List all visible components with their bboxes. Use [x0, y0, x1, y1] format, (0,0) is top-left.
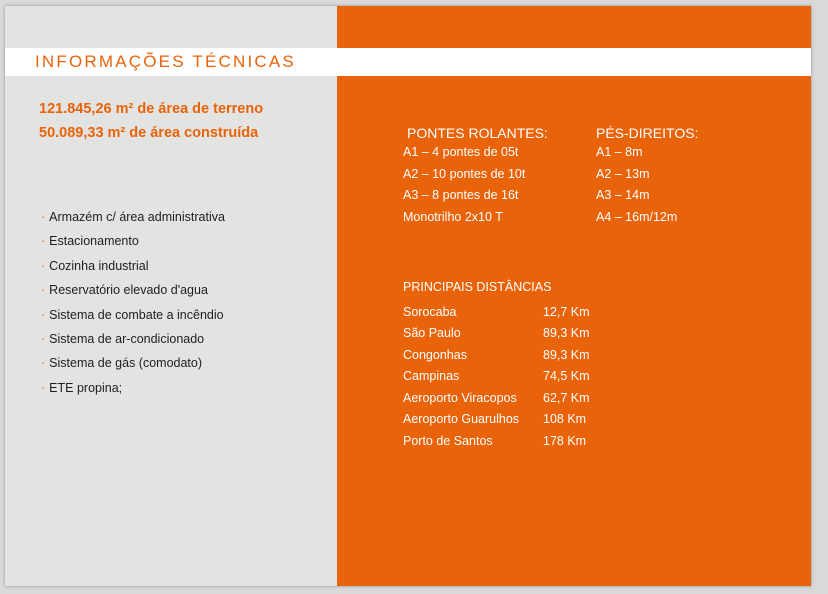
- feature-label: ETE propina;: [49, 380, 123, 395]
- feature-item: [41, 308, 225, 332]
- feature-item: [41, 332, 225, 356]
- table-row: [403, 301, 590, 323]
- section-title: INFORMAÇÕES TÉCNICAS: [35, 52, 296, 71]
- distance-cell: 178 Km: [543, 433, 587, 448]
- feature-label: Sistema de ar-condicionado: [49, 331, 205, 346]
- pontes-rolantes-title: PONTES ROLANTES:: [407, 125, 548, 141]
- city-cell: Porto de Santos: [403, 433, 493, 448]
- area-construida: 50.089,33 m² de área construída: [39, 125, 259, 141]
- table-row: [403, 387, 590, 409]
- pontes-rolantes-item: A1 – 4 pontes de 05t: [403, 145, 519, 159]
- pontes-rolantes-item: Monotrilho 2x10 T: [403, 209, 503, 224]
- bullet-icon: ·: [41, 234, 46, 249]
- bullet-icon: ·: [41, 258, 46, 273]
- city-cell: São Paulo: [403, 326, 461, 341]
- pontes-rolantes-item: A2 – 10 pontes de 10t: [403, 166, 526, 181]
- table-row: [403, 344, 590, 366]
- city-cell: Sorocaba: [403, 304, 457, 319]
- table-row: [403, 430, 590, 452]
- distance-cell: 89,3 Km: [543, 326, 590, 341]
- pes-direitos-item: A1 – 8m: [596, 145, 643, 159]
- distance-cell: 108 Km: [543, 412, 587, 427]
- feature-label: Sistema de combate a incêndio: [49, 307, 224, 322]
- city-cell: Congonhas: [403, 347, 467, 362]
- pes-direitos-item: A3 – 14m: [596, 188, 650, 202]
- pes-direitos-item: A4 – 16m/12m: [596, 209, 678, 224]
- bullet-icon: ·: [41, 210, 46, 224]
- distancias-table: [403, 301, 590, 452]
- pes-direitos-item: A2 – 13m: [596, 166, 650, 181]
- city-cell: Campinas: [403, 369, 460, 384]
- document-page: [5, 6, 811, 586]
- bullet-icon: ·: [41, 283, 46, 298]
- pes-direitos-title: PÉS-DIREITOS:: [596, 125, 699, 141]
- feature-item: [41, 234, 225, 258]
- table-row: [403, 409, 590, 431]
- city-cell: Aeroporto Guarulhos: [403, 412, 520, 427]
- feature-item: [41, 356, 225, 380]
- feature-label: Sistema de gás (comodato): [49, 356, 203, 371]
- distance-cell: 89,3 Km: [543, 347, 590, 362]
- feature-label: Estacionamento: [49, 234, 139, 249]
- bullet-icon: ·: [41, 307, 46, 322]
- distance-cell: 74,5 Km: [543, 369, 590, 384]
- area-terreno: 121.845,26 m² de área de terreno: [39, 101, 264, 117]
- distance-cell: 12,7 Km: [543, 304, 590, 319]
- feature-item: [41, 259, 225, 283]
- bullet-icon: ·: [41, 356, 46, 371]
- feature-item: [41, 283, 225, 307]
- table-row: [403, 323, 590, 345]
- pontes-rolantes-block: [403, 125, 548, 231]
- distancias-block: [403, 280, 590, 452]
- pes-direitos-block: [596, 125, 698, 231]
- feature-item: [41, 210, 225, 234]
- feature-item: [41, 381, 225, 405]
- features-list: [41, 210, 225, 405]
- pontes-rolantes-item: A3 – 8 pontes de 16t: [403, 188, 519, 202]
- feature-label: Reservatório elevado d'agua: [49, 283, 208, 298]
- distancias-title: PRINCIPAIS DISTÂNCIAS: [403, 280, 552, 294]
- table-row: [403, 366, 590, 388]
- feature-label: Cozinha industrial: [49, 258, 149, 273]
- feature-label: Armazém c/ área administrativa: [49, 210, 225, 224]
- city-cell: Aeroporto Viracopos: [403, 390, 517, 405]
- distance-cell: 62,7 Km: [543, 390, 590, 405]
- bullet-icon: ·: [41, 380, 46, 395]
- bullet-icon: ·: [41, 331, 46, 346]
